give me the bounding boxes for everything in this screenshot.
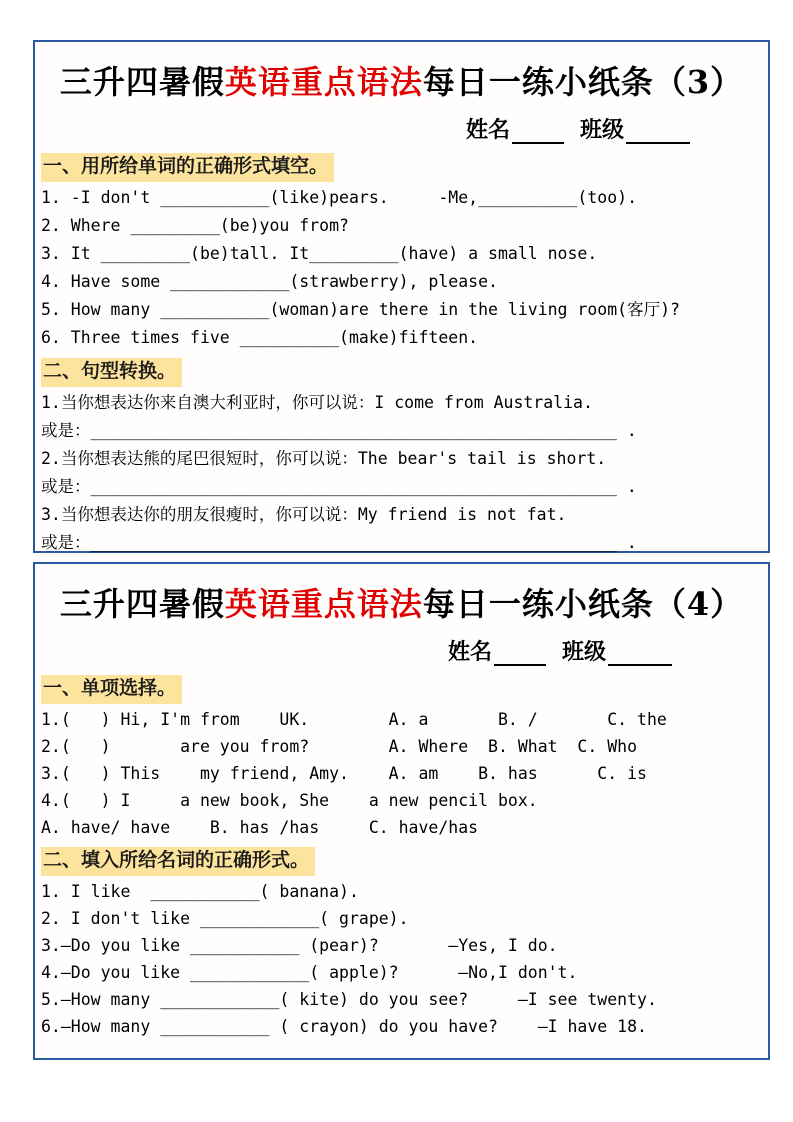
worksheet-panel-4 (33, 562, 770, 1060)
class-blank-field (608, 644, 672, 666)
exercise-line: 2.当你想表达熊的尾巴很短时，你可以说：The bear's tail is short. (41, 449, 607, 468)
name-label: 姓名 (447, 639, 492, 665)
exercise-line: 5. How many ___________(woman)are there in the living room(客厅)? (41, 300, 680, 319)
exercise-line: 6.—How many ___________ ( crayon) do you have? —I have 18. (41, 1017, 647, 1036)
exercise-line: 3.( ) This my friend, Amy. A. am B. has C. is (41, 764, 647, 783)
class-label: 班级 (579, 117, 624, 143)
name-class-row (41, 113, 762, 147)
title-black-1: 三升四暑假 (59, 585, 225, 623)
class-blank-field (626, 122, 690, 144)
exercise-line: 4.( ) I a new book, She a new pencil box. (41, 791, 538, 810)
section-2-heading: 二、句型转换。 (41, 358, 182, 387)
section-2-heading: 二、填入所给名词的正确形式。 (41, 847, 315, 876)
answer-blank-line: 或是：_____________________________________________________ . (41, 477, 637, 496)
title-red-highlight: 英语重点语法 (224, 63, 423, 101)
name-blank-field (494, 644, 546, 666)
exercise-line: 1. I like ___________( banana). (41, 882, 359, 901)
exercise-line: 6. Three times five __________(make)fifteen. (41, 328, 479, 347)
title-black-2: 每日一练小纸条（4） (422, 585, 744, 623)
exercise-line: 2. Where _________(be)you from? (41, 216, 349, 235)
title-red-highlight: 英语重点语法 (224, 585, 423, 623)
exercise-line: 3. It _________(be)tall. It_________(have) a small nose. (41, 244, 598, 263)
answer-blank-line: 或是：_____________________________________________________ . (41, 421, 637, 440)
title-black-2: 每日一练小纸条（3） (422, 63, 744, 101)
answer-blank-line: 或是：_____________________________________________________ . (41, 533, 637, 552)
title-black-1: 三升四暑假 (59, 63, 225, 101)
name-label: 姓名 (465, 117, 510, 143)
exercise-line: 2. I don't like ____________( grape). (41, 909, 409, 928)
exercise-line: 1. -I don't ___________(like)pears. -Me,__________(too). (41, 188, 638, 207)
name-class-row (41, 635, 762, 669)
exercise-options-line: A. have/ have B. has /has C. have/has (41, 818, 479, 837)
section-1-heading: 一、单项选择。 (41, 675, 182, 704)
exercise-line: 4.—Do you like ____________( apple)? —No,I don't. (41, 963, 578, 982)
section-1-heading: 一、用所给单词的正确形式填空。 (41, 153, 334, 182)
panel-4-title (41, 579, 762, 625)
worksheet-panel-3 (33, 40, 770, 553)
exercise-line: 3.当你想表达你的朋友很瘦时，你可以说：My friend is not fat. (41, 505, 567, 524)
class-label: 班级 (561, 639, 606, 665)
exercise-line: 4. Have some ____________(strawberry), please. (41, 272, 498, 291)
exercise-line: 2.( ) are you from? A. Where B. What C. Who (41, 737, 638, 756)
panel-3-title (41, 57, 762, 103)
exercise-line: 1.( ) Hi, I'm from UK. A. a B. / C. the (41, 710, 667, 729)
name-blank-field (512, 122, 564, 144)
exercise-line: 1.当你想表达你来自澳大利亚时，你可以说：I come from Australia. (41, 393, 593, 412)
exercise-line: 5.—How many ____________( kite) do you see? —I see twenty. (41, 990, 657, 1009)
exercise-line: 3.—Do you like ___________ (pear)? —Yes, I do. (41, 936, 558, 955)
